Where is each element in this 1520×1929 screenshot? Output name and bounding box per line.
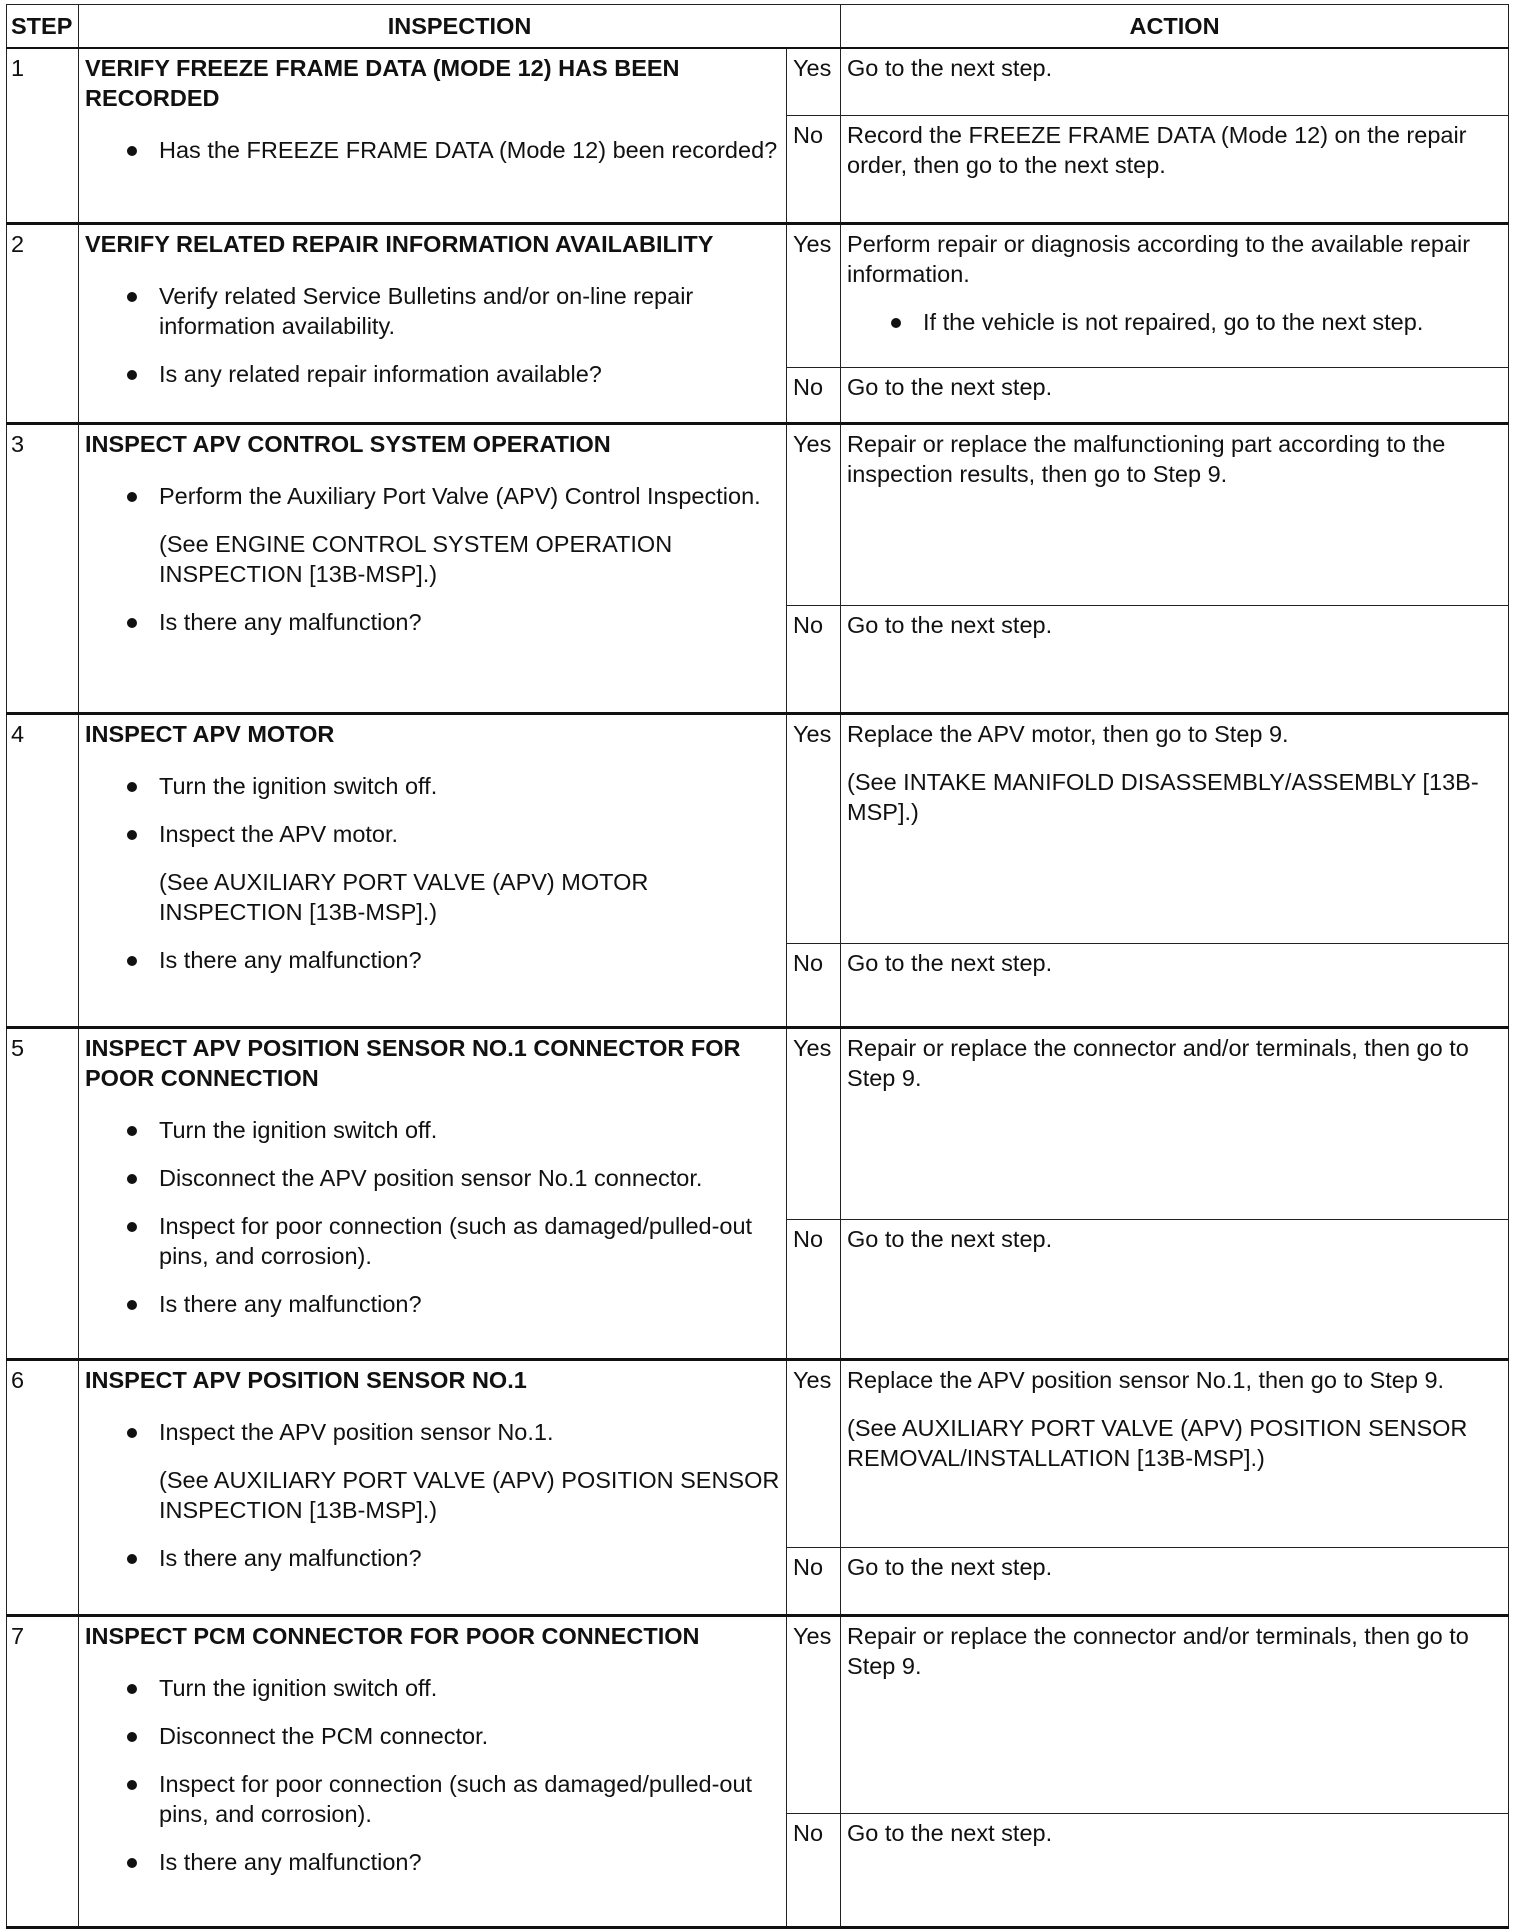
action-text: Go to the next step. <box>847 1820 1053 1846</box>
inspection-item <box>85 771 780 801</box>
yes-action <box>841 1360 1509 1548</box>
inspection-list <box>85 281 780 389</box>
inspection-item <box>85 1543 780 1573</box>
no-action <box>841 606 1509 714</box>
no-action <box>841 1548 1509 1616</box>
inspection-item-text: Is there any malfunction? <box>159 609 422 635</box>
inspection-column-header: INSPECTION <box>79 5 841 49</box>
bullet-icon <box>127 370 137 380</box>
inspection-cell <box>79 714 787 1028</box>
inspection-item-text: Disconnect the APV position sensor No.1 connector. <box>159 1165 703 1191</box>
bullet-icon <box>127 1428 137 1438</box>
inspection-item <box>85 607 780 637</box>
yes-action <box>841 48 1509 116</box>
diagnostic-procedure-sheet <box>6 4 1508 1929</box>
bullet-icon <box>127 292 137 302</box>
action-item-text: If the vehicle is not repaired, go to the next step. <box>923 309 1424 335</box>
inspection-item-text: Inspect for poor connection (such as damaged/pulled-out pins, and corrosion). <box>159 1771 753 1827</box>
inspection-item <box>85 135 780 165</box>
no-label: No <box>787 368 841 424</box>
no-action <box>841 1220 1509 1360</box>
yes-action <box>841 1616 1509 1814</box>
table-row <box>7 1360 1509 1548</box>
inspection-item-text: Disconnect the PCM connector. <box>159 1723 489 1749</box>
table-row <box>7 224 1509 368</box>
yes-label: Yes <box>787 48 841 116</box>
no-label: No <box>787 1814 841 1928</box>
action-text: (See AUXILIARY PORT VALVE (APV) POSITION SENSOR REMOVAL/INSTALLATION [13B-MSP].) <box>847 1415 1468 1471</box>
no-label: No <box>787 1220 841 1360</box>
action-text: Repair or replace the malfunctioning part according to the inspection results, then go to Step 9. <box>847 431 1446 487</box>
inspection-item-text: Has the FREEZE FRAME DATA (Mode 12) been recorded? <box>159 137 778 163</box>
no-action <box>841 1814 1509 1928</box>
table-body <box>7 48 1509 1928</box>
inspection-item-text: Inspect for poor connection (such as damaged/pulled-out pins, and corrosion). <box>159 1213 753 1269</box>
table-row <box>7 1028 1509 1220</box>
yes-label: Yes <box>787 224 841 368</box>
inspection-item-note: (See AUXILIARY PORT VALVE (APV) POSITION SENSOR INSPECTION [13B-MSP].) <box>159 1467 780 1523</box>
action-text: Go to the next step. <box>847 950 1053 976</box>
inspection-title: VERIFY RELATED REPAIR INFORMATION AVAILABILITY <box>85 231 714 257</box>
table-row <box>7 1616 1509 1814</box>
inspection-cell <box>79 1616 787 1928</box>
inspection-item <box>85 481 780 589</box>
action-text: Go to the next step. <box>847 1554 1053 1580</box>
inspection-item-text: Is there any malfunction? <box>159 1545 422 1571</box>
inspection-list <box>85 771 780 975</box>
no-action <box>841 368 1509 424</box>
bullet-icon <box>127 1858 137 1868</box>
inspection-item <box>85 1673 780 1703</box>
inspection-title: INSPECT APV POSITION SENSOR NO.1 CONNECTOR FOR POOR CONNECTION <box>85 1035 741 1091</box>
step-number: 2 <box>7 224 79 424</box>
no-label: No <box>787 606 841 714</box>
inspection-cell <box>79 1028 787 1360</box>
bullet-icon <box>127 492 137 502</box>
bullet-icon <box>127 146 137 156</box>
inspection-item-text: Inspect the APV motor. <box>159 821 399 847</box>
action-text: Go to the next step. <box>847 55 1053 81</box>
no-action <box>841 944 1509 1028</box>
inspection-item <box>85 281 780 341</box>
yes-label: Yes <box>787 1616 841 1814</box>
bullet-icon <box>127 1554 137 1564</box>
inspection-title: INSPECT PCM CONNECTOR FOR POOR CONNECTION <box>85 1623 700 1649</box>
action-text: Perform repair or diagnosis according to the available repair information. <box>847 231 1471 287</box>
bullet-icon <box>127 1732 137 1742</box>
table-row <box>7 424 1509 606</box>
action-text: Repair or replace the connector and/or terminals, then go to Step 9. <box>847 1035 1469 1091</box>
inspection-item-text: Turn the ignition switch off. <box>159 1675 438 1701</box>
yes-action <box>841 224 1509 368</box>
action-text: (See INTAKE MANIFOLD DISASSEMBLY/ASSEMBLY [13B-MSP].) <box>847 769 1479 825</box>
inspection-item <box>85 1115 780 1145</box>
action-item <box>847 307 1502 337</box>
step-number: 4 <box>7 714 79 1028</box>
inspection-item-text: Turn the ignition switch off. <box>159 1117 438 1143</box>
bullet-icon <box>127 618 137 628</box>
yes-label: Yes <box>787 1360 841 1548</box>
table-row <box>7 48 1509 116</box>
inspection-cell <box>79 224 787 424</box>
inspection-title: INSPECT APV POSITION SENSOR NO.1 <box>85 1367 527 1393</box>
action-text: Go to the next step. <box>847 1226 1053 1252</box>
inspection-item <box>85 1163 780 1193</box>
step-number: 6 <box>7 1360 79 1616</box>
action-text: Go to the next step. <box>847 612 1053 638</box>
inspection-item-text: Is there any malfunction? <box>159 1291 422 1317</box>
yes-action <box>841 714 1509 944</box>
no-label: No <box>787 944 841 1028</box>
inspection-item <box>85 1289 780 1319</box>
action-column-header: ACTION <box>841 5 1509 49</box>
step-number: 7 <box>7 1616 79 1928</box>
bullet-icon <box>127 1174 137 1184</box>
no-action <box>841 116 1509 224</box>
header-row <box>7 5 1509 49</box>
inspection-item-text: Is there any malfunction? <box>159 947 422 973</box>
inspection-item-text: Perform the Auxiliary Port Valve (APV) Control Inspection. <box>159 483 761 509</box>
inspection-item <box>85 1721 780 1751</box>
inspection-title: INSPECT APV CONTROL SYSTEM OPERATION <box>85 431 611 457</box>
bullet-icon <box>127 1684 137 1694</box>
inspection-title: INSPECT APV MOTOR <box>85 721 335 747</box>
inspection-item <box>85 1769 780 1829</box>
step-number: 1 <box>7 48 79 224</box>
inspection-item <box>85 945 780 975</box>
yes-label: Yes <box>787 714 841 944</box>
inspection-list <box>85 1115 780 1319</box>
inspection-item-text: Inspect the APV position sensor No.1. <box>159 1419 554 1445</box>
action-list <box>847 307 1502 337</box>
step-number: 5 <box>7 1028 79 1360</box>
no-label: No <box>787 116 841 224</box>
yes-action <box>841 1028 1509 1220</box>
inspection-cell <box>79 48 787 224</box>
inspection-list <box>85 1673 780 1877</box>
inspection-item <box>85 1847 780 1877</box>
yes-label: Yes <box>787 424 841 606</box>
inspection-item-text: Is any related repair information available? <box>159 361 602 387</box>
bullet-icon <box>127 830 137 840</box>
action-text: Record the FREEZE FRAME DATA (Mode 12) on the repair order, then go to the next step. <box>847 122 1467 178</box>
action-text: Go to the next step. <box>847 374 1053 400</box>
inspection-item-note: (See ENGINE CONTROL SYSTEM OPERATION INSPECTION [13B-MSP].) <box>159 531 673 587</box>
action-text: Repair or replace the connector and/or terminals, then go to Step 9. <box>847 1623 1469 1679</box>
inspection-title: VERIFY FREEZE FRAME DATA (MODE 12) HAS BEEN RECORDED <box>85 55 680 111</box>
table-row <box>7 714 1509 944</box>
action-text: Replace the APV motor, then go to Step 9. <box>847 721 1289 747</box>
inspection-cell <box>79 424 787 714</box>
yes-action <box>841 424 1509 606</box>
inspection-item <box>85 1211 780 1271</box>
step-number: 3 <box>7 424 79 714</box>
bullet-icon <box>891 318 901 328</box>
inspection-list <box>85 481 780 637</box>
bullet-icon <box>127 1780 137 1790</box>
action-text: Replace the APV position sensor No.1, then go to Step 9. <box>847 1367 1445 1393</box>
inspection-item <box>85 359 780 389</box>
inspection-item-text: Is there any malfunction? <box>159 1849 422 1875</box>
bullet-icon <box>127 782 137 792</box>
no-label: No <box>787 1548 841 1616</box>
inspection-item-text: Verify related Service Bulletins and/or on-line repair information availability. <box>159 283 694 339</box>
inspection-cell <box>79 1360 787 1616</box>
inspection-item <box>85 1417 780 1525</box>
bullet-icon <box>127 1222 137 1232</box>
step-column-header: STEP <box>7 5 79 49</box>
inspection-list <box>85 135 780 165</box>
bullet-icon <box>127 956 137 966</box>
inspection-list <box>85 1417 780 1573</box>
inspection-item-note: (See AUXILIARY PORT VALVE (APV) MOTOR INSPECTION [13B-MSP].) <box>159 869 649 925</box>
yes-label: Yes <box>787 1028 841 1220</box>
bullet-icon <box>127 1126 137 1136</box>
bullet-icon <box>127 1300 137 1310</box>
diagnostic-table <box>6 4 1509 1929</box>
inspection-item-text: Turn the ignition switch off. <box>159 773 438 799</box>
inspection-item <box>85 819 780 927</box>
